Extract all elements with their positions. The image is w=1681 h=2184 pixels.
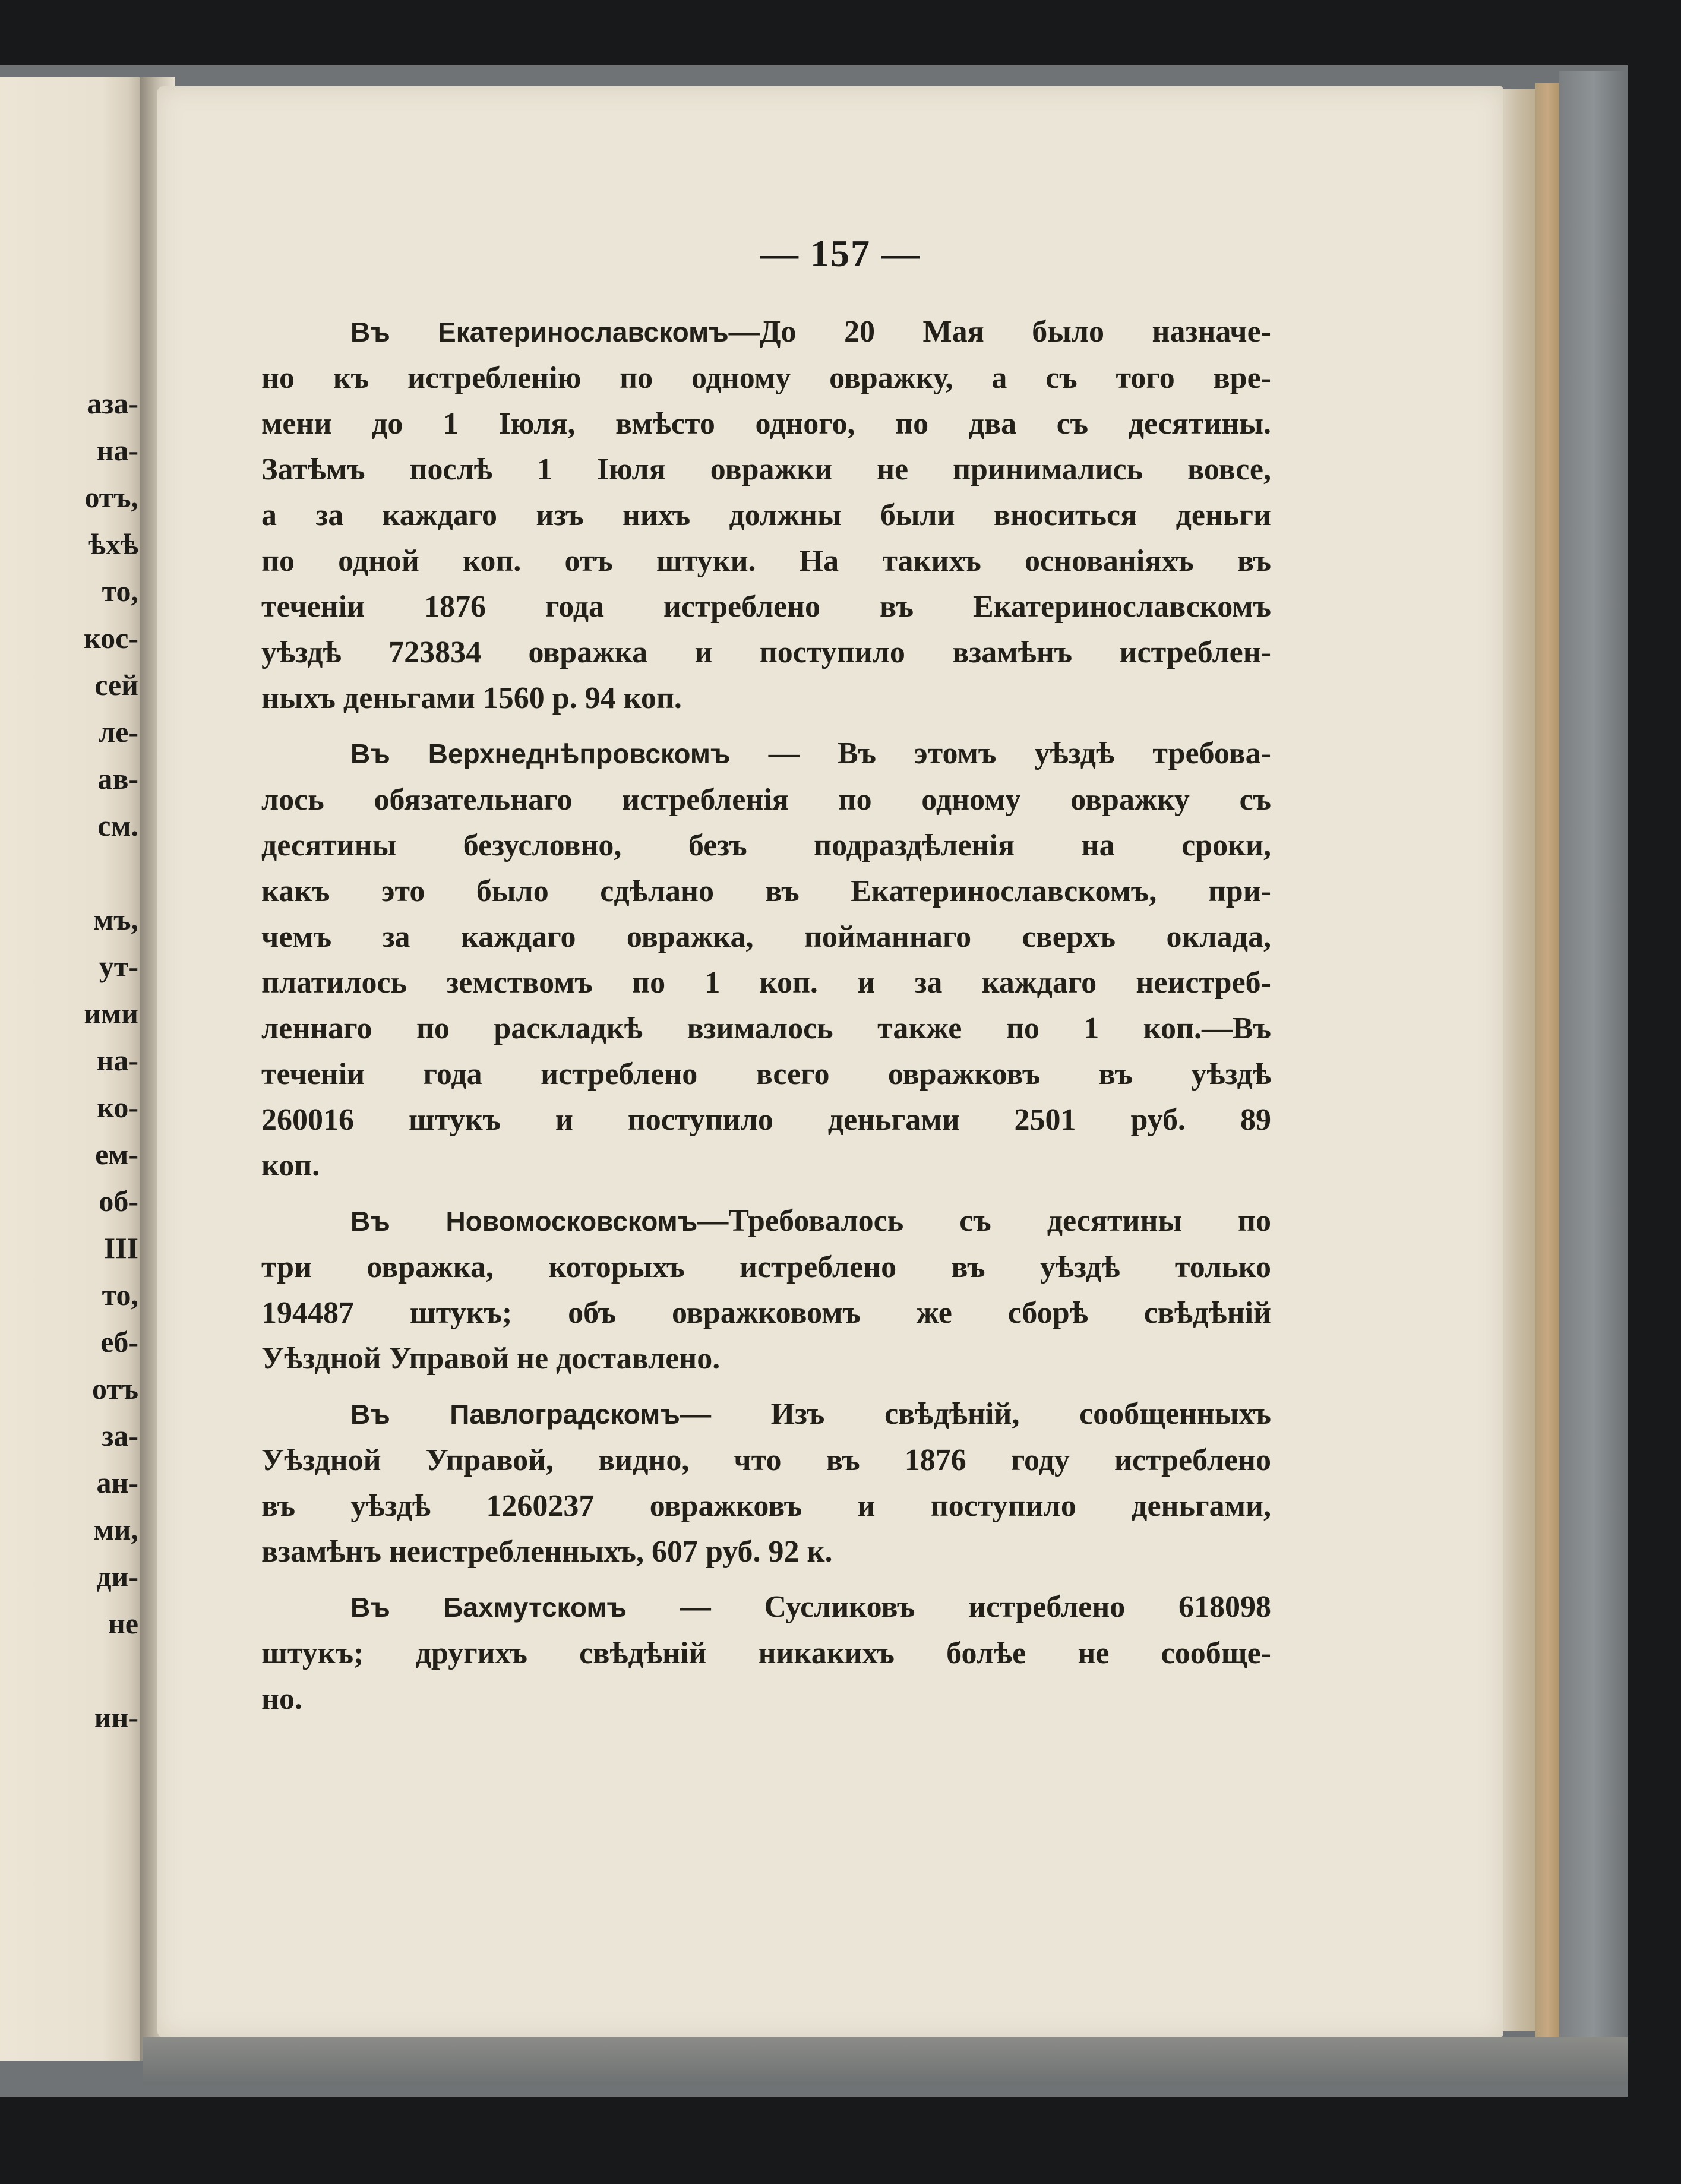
left-page-line: за- [102,1419,138,1452]
text-line: но къ истребленію по одному овражку, а съ того вре- [261,361,1271,395]
left-page-line: отъ [91,1372,138,1405]
left-page-line: ми, [93,1513,138,1546]
paragraph-pavlograd [261,1391,1271,1575]
left-page-line: III [103,1231,138,1265]
district-name: Въ Новомосковскомъ [350,1206,698,1237]
page-number: — 157 — [760,232,921,274]
text-line: а за каждаго изъ нихъ должны были вноситься деньги [261,498,1271,532]
page-body [261,309,1271,1731]
left-page-line: ко- [97,1091,138,1124]
left-page-line: на- [96,434,138,467]
text-line: какъ это было сдѣлано въ Екатеринославскомъ, при- [261,874,1271,908]
text-line: уѣздѣ 723834 овражка и поступило взамѣнъ истреблен- [261,636,1271,669]
paragraph-ekaterinoslav [261,309,1271,721]
text-line: въ уѣздѣ 1260237 овражковъ и поступило деньгами, [261,1489,1271,1523]
left-page-line: ими [84,997,138,1030]
left-page-line: отъ, [84,481,138,514]
text-line: 260016 штукъ и поступило деньгами 2501 руб. 89 [261,1103,1271,1137]
text-line: ныхъ деньгами 1560 р. 94 коп. [261,681,682,715]
text-line: теченіи 1876 года истреблено въ Екатеринославскомъ [261,590,1271,624]
text-line: платилось земствомъ по 1 коп. и за каждаго неистреб- [261,966,1271,1000]
book-cover-edge [1535,83,1559,2043]
left-page-line: ав- [97,762,138,795]
text-line: мени до 1 Іюля, вмѣсто одного, по два съ десятины. [261,407,1271,441]
left-page-line [84,1647,138,1694]
text-line: десятины безусловно, безъ подраздѣленія на сроки, [261,829,1271,862]
text-line: леннаго по раскладкѣ взималось также по 1 коп.—Въ [261,1012,1271,1045]
text-line: Въ Бахмутскомъ — Сусликовъ истреблено 618098 [350,1590,1271,1624]
left-page-line: ин- [94,1701,138,1734]
board-edge [1559,71,1628,2067]
left-page [0,77,146,2061]
text-line: коп. [261,1149,320,1183]
left-page-text [84,380,138,1741]
text-line: Затѣмъ послѣ 1 Іюля овражки не принимались вовсе, [261,453,1271,486]
text-line: Въ Верхнеднѣпровскомъ — Въ этомъ уѣздѣ требова- [350,737,1271,770]
left-page-line: мъ, [93,903,138,936]
left-page-line: см. [97,809,138,842]
left-page-line: кос- [84,621,138,655]
text-line: Въ Павлоградскомъ— Изъ свѣдѣній, сообщенныхъ [350,1397,1271,1431]
left-page-line: ем- [95,1137,138,1171]
left-page-line: ут- [99,950,138,983]
district-name: Въ Верхнеднѣпровскомъ [350,738,731,769]
left-page-line: ѣхѣ [87,527,138,561]
text-line: три овражка, которыхъ истреблено въ уѣздѣ только [261,1250,1271,1284]
paragraph-bakhmut [261,1584,1271,1722]
text-line: Уѣздной Управой, видно, что въ 1876 году истреблено [261,1443,1271,1477]
left-page-line: ан- [96,1466,138,1499]
text-line: 194487 штукъ; объ овражковомъ же сборѣ свѣдѣній [261,1296,1271,1330]
text-line: чемъ за каждаго овражка, пойманнаго сверхъ оклада, [261,920,1271,954]
paragraph-novomoskovsk [261,1198,1271,1382]
district-name: Въ Павлоградскомъ [350,1399,680,1430]
district-name: Въ Екатеринославскомъ [350,317,729,347]
left-page-line: об- [99,1184,138,1218]
text-line: взамѣнъ неистребленныхъ, 607 руб. 92 к. [261,1535,833,1569]
left-page-line: то, [102,1278,138,1311]
district-name: Въ Бахмутскомъ [350,1592,627,1623]
left-page-line [84,849,138,896]
page-edges [1503,89,1535,2031]
left-page-line: то, [102,574,138,608]
bottom-board [143,2037,1628,2085]
left-page-line: ди- [96,1560,138,1593]
text-line: теченіи года истреблено всего овражковъ въ уѣздѣ [261,1057,1271,1091]
paragraph-verkhnedneprovsk [261,731,1271,1189]
text-line: штукъ; другихъ свѣдѣній никакихъ болѣе не сообще- [261,1636,1271,1670]
left-page-line: ле- [99,715,138,748]
left-page-line: сей [94,668,138,701]
text-line: Въ Новомосковскомъ—Требовалось съ десятины по [350,1204,1271,1238]
text-line: по одной коп. отъ штуки. На такихъ основаніяхъ въ [261,544,1271,578]
text-line: но. [261,1682,302,1716]
text-line: Уѣздной Управой не доставлено. [261,1342,721,1376]
left-page-line: аза- [87,387,138,420]
left-page-line: не [108,1607,138,1640]
left-page-line: на- [96,1044,138,1077]
text-line: лось обязательнаго истребленія по одному овражку съ [261,783,1271,817]
text-line: Въ Екатеринославскомъ—До 20 Мая было назначе- [350,315,1271,349]
left-page-line: еб- [100,1325,138,1358]
